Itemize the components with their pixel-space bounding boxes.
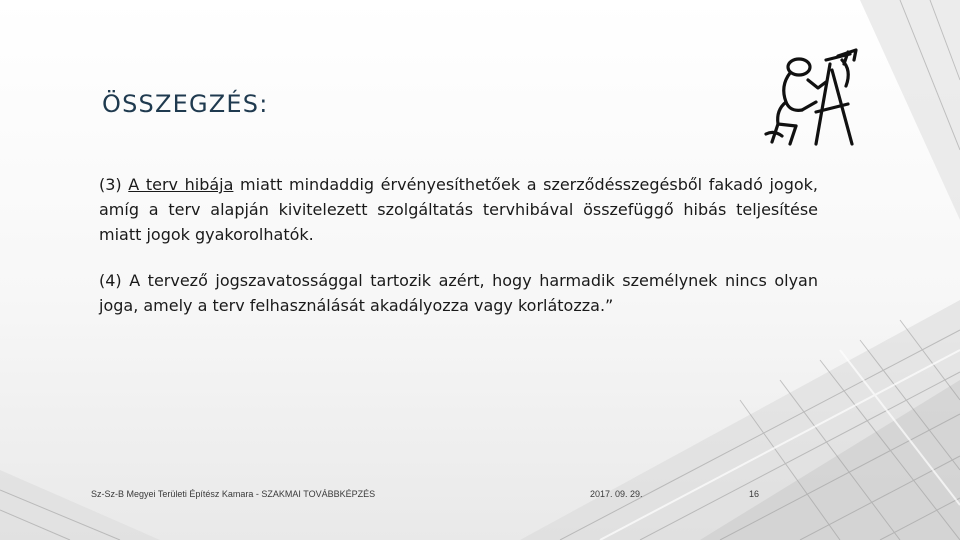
footer-page-number: 16 [749, 489, 760, 499]
paragraph-3-rest: miatt mindaddig érvényesíthetőek a szerződésszegésből fakadó jogok, amíg a terv alapján kivitelezett szolgáltatás tervhibával összefüggő hibás teljesítése miatt jogok gyakorolhatók. [99, 175, 819, 244]
footer-date: 2017. 09. 29. [590, 489, 643, 499]
paragraph-4: (4) A tervező jogszavatossággal tartozik azért, hogy harmadik személynek nincs olyan joga, amely a terv felhasználását akadályozza vagy korlátozza.” [99, 271, 818, 315]
page-title: ÖSSZEGZÉS: [102, 90, 269, 118]
footer-organization: Sz-Sz-B Megyei Területi Építész Kamara - SZAKMAI TOVÁBBKÉPZÉS [91, 489, 376, 499]
paragraph-3 [99, 172, 818, 247]
paragraph-3-underlined-phrase: A terv hibája [128, 175, 234, 194]
architect-drawing-logo-icon [756, 40, 866, 158]
paragraph-3-lead: (3) [99, 175, 129, 194]
